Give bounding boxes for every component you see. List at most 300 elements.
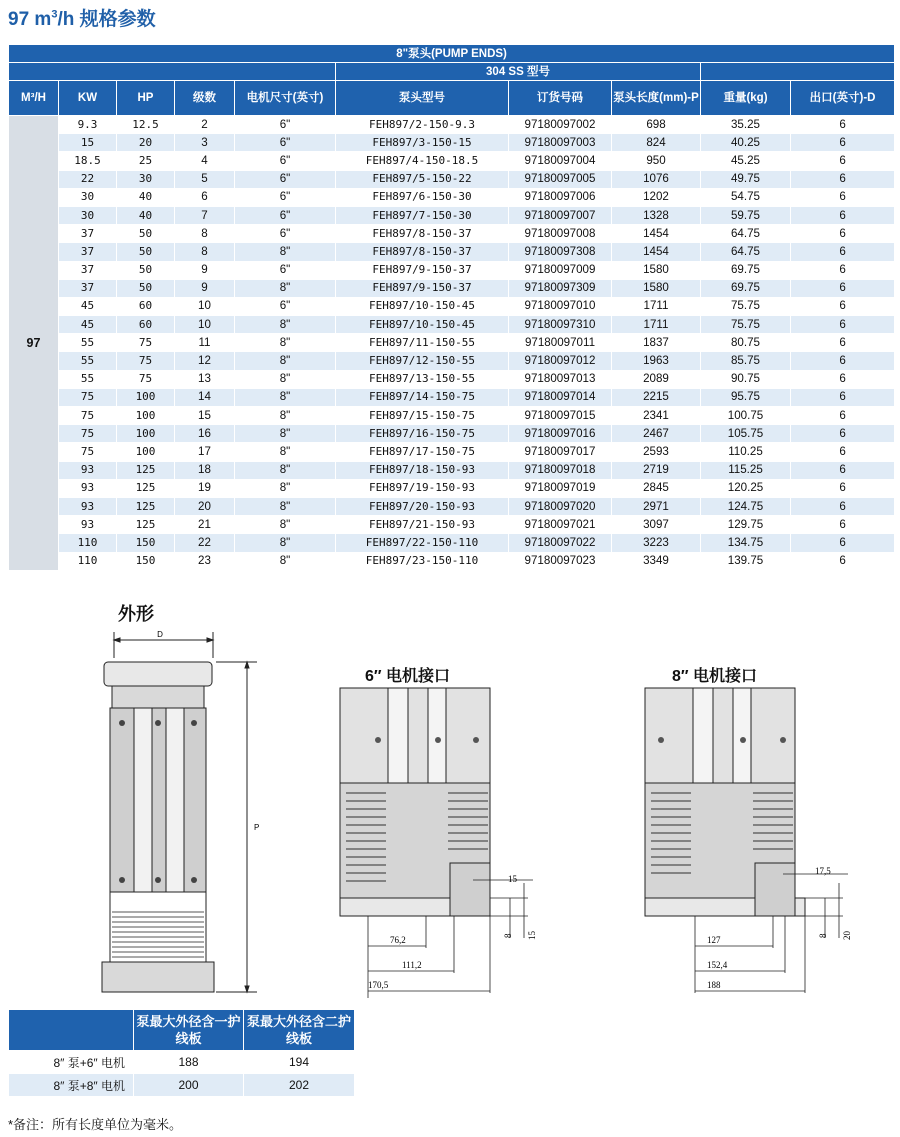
pump-model-cell: FEH897/15-150-75 — [336, 407, 509, 425]
weight-cell: 45.25 — [701, 152, 791, 170]
pump-model-cell: FEH897/12-150-55 — [336, 352, 509, 370]
pump-model-cell: FEH897/14-150-75 — [336, 388, 509, 406]
col-model: 泵头型号 — [336, 81, 509, 116]
table-row — [9, 552, 895, 570]
material-header: 304 SS 型号 — [336, 63, 701, 81]
weight-cell: 115.25 — [701, 461, 791, 479]
pump-model-cell: FEH897/20-150-93 — [336, 497, 509, 515]
length-cell: 1202 — [612, 188, 701, 206]
kw-cell: 110 — [59, 534, 117, 552]
weight-cell: 59.75 — [701, 206, 791, 224]
length-cell: 950 — [612, 152, 701, 170]
weight-cell: 85.75 — [701, 352, 791, 370]
length-cell: 1711 — [612, 297, 701, 315]
stages-cell: 7 — [175, 206, 235, 224]
pump-model-cell: FEH897/11-150-55 — [336, 334, 509, 352]
stages-cell: 11 — [175, 334, 235, 352]
weight-cell: 69.75 — [701, 279, 791, 297]
kw-cell: 37 — [59, 279, 117, 297]
col-order: 订货号码 — [509, 81, 612, 116]
weight-cell: 124.75 — [701, 497, 791, 515]
weight-cell: 35.25 — [701, 116, 791, 134]
weight-cell: 100.75 — [701, 407, 791, 425]
outlet-cell: 6 — [791, 170, 895, 188]
motor-size-cell: 6" — [235, 170, 336, 188]
hp-cell: 125 — [117, 516, 175, 534]
col-weight: 重量(kg) — [701, 81, 791, 116]
outlet-cell: 6 — [791, 461, 895, 479]
table-row — [9, 370, 895, 388]
stages-cell: 20 — [175, 497, 235, 515]
table-row — [9, 352, 895, 370]
table-row — [9, 279, 895, 297]
weight-cell: 75.75 — [701, 297, 791, 315]
col-stages: 级数 — [175, 81, 235, 116]
motor6-interface-drawing — [338, 688, 538, 998]
kw-cell: 110 — [59, 552, 117, 570]
weight-cell: 90.75 — [701, 370, 791, 388]
weight-cell: 40.25 — [701, 134, 791, 152]
motor-size-cell: 8" — [235, 407, 336, 425]
pump-outline-drawing — [92, 620, 352, 1030]
m8-dim-v1: 8 — [818, 933, 828, 938]
length-cell: 1454 — [612, 225, 701, 243]
hp-cell: 100 — [117, 443, 175, 461]
motor6-title: 6″ 电机接口 — [365, 668, 451, 685]
table-row — [9, 261, 895, 279]
stages-cell: 10 — [175, 316, 235, 334]
m8-dim-4: 188 — [707, 980, 721, 990]
hp-cell: 30 — [117, 170, 175, 188]
outline-title: 外形 — [118, 604, 154, 624]
kw-cell: 37 — [59, 243, 117, 261]
outlet-cell: 6 — [791, 188, 895, 206]
order-number-cell: 97180097003 — [509, 134, 612, 152]
weight-cell: 134.75 — [701, 534, 791, 552]
col-kw: KW — [59, 81, 117, 116]
summary-two-value: 202 — [244, 1074, 355, 1097]
table-row — [9, 225, 895, 243]
order-number-cell: 97180097007 — [509, 206, 612, 224]
table-row — [9, 316, 895, 334]
pump-model-cell: FEH897/13-150-55 — [336, 370, 509, 388]
hp-cell: 40 — [117, 188, 175, 206]
outlet-cell: 6 — [791, 497, 895, 515]
order-number-cell: 97180097018 — [509, 461, 612, 479]
outlet-cell: 6 — [791, 352, 895, 370]
pump-model-cell: FEH897/21-150-93 — [336, 516, 509, 534]
m6-dim-3: 111,2 — [402, 960, 422, 970]
summary-blank-header — [9, 1010, 134, 1051]
motor-size-cell: 8" — [235, 425, 336, 443]
col-motor: 电机尺寸(英寸) — [235, 81, 336, 116]
table-row — [9, 134, 895, 152]
outlet-cell: 6 — [791, 297, 895, 315]
length-cell: 698 — [612, 116, 701, 134]
stages-cell: 4 — [175, 152, 235, 170]
summary-one-value: 200 — [134, 1074, 244, 1097]
motor-size-cell: 8" — [235, 461, 336, 479]
pump-model-cell: FEH897/3-150-15 — [336, 134, 509, 152]
kw-cell: 75 — [59, 388, 117, 406]
kw-cell: 93 — [59, 461, 117, 479]
stages-cell: 21 — [175, 516, 235, 534]
pump-model-cell: FEH897/23-150-110 — [336, 552, 509, 570]
summary-two-value: 194 — [244, 1051, 355, 1074]
order-number-cell: 97180097023 — [509, 552, 612, 570]
kw-cell: 75 — [59, 407, 117, 425]
order-number-cell: 97180097012 — [509, 352, 612, 370]
order-number-cell: 97180097015 — [509, 407, 612, 425]
blank-header-right — [701, 63, 895, 81]
outlet-cell: 6 — [791, 134, 895, 152]
order-number-cell: 97180097308 — [509, 243, 612, 261]
kw-cell: 9.3 — [59, 116, 117, 134]
group-header: 8"泵头(PUMP ENDS) — [9, 45, 895, 63]
summary-one-value: 188 — [134, 1051, 244, 1074]
length-cell: 3097 — [612, 516, 701, 534]
pump-model-cell: FEH897/8-150-37 — [336, 243, 509, 261]
table-row — [9, 534, 895, 552]
table-row — [9, 243, 895, 261]
stages-cell: 13 — [175, 370, 235, 388]
table-row — [9, 297, 895, 315]
motor-size-cell: 6" — [235, 297, 336, 315]
length-cell: 1454 — [612, 243, 701, 261]
stages-cell: 9 — [175, 261, 235, 279]
hp-cell: 75 — [117, 370, 175, 388]
length-cell: 1580 — [612, 279, 701, 297]
stages-cell: 10 — [175, 297, 235, 315]
length-cell: 1711 — [612, 316, 701, 334]
stages-cell: 8 — [175, 243, 235, 261]
outlet-cell: 6 — [791, 243, 895, 261]
hp-cell: 125 — [117, 479, 175, 497]
summary-col-two: 泵最大外径含二护线板 — [244, 1010, 355, 1051]
outlet-cell: 6 — [791, 206, 895, 224]
stages-cell: 17 — [175, 443, 235, 461]
weight-cell: 80.75 — [701, 334, 791, 352]
hp-cell: 100 — [117, 425, 175, 443]
weight-cell: 95.75 — [701, 388, 791, 406]
m6-dim-v1: 8 — [503, 933, 513, 938]
length-cell: 2089 — [612, 370, 701, 388]
table-row — [9, 170, 895, 188]
table-row — [9, 206, 895, 224]
table-row — [9, 334, 895, 352]
motor-size-cell: 8" — [235, 479, 336, 497]
order-number-cell: 97180097016 — [509, 425, 612, 443]
pump-model-cell: FEH897/16-150-75 — [336, 425, 509, 443]
stages-cell: 5 — [175, 170, 235, 188]
stages-cell: 14 — [175, 388, 235, 406]
pump-model-cell: FEH897/9-150-37 — [336, 279, 509, 297]
kw-cell: 30 — [59, 188, 117, 206]
outlet-cell: 6 — [791, 534, 895, 552]
stages-cell: 22 — [175, 534, 235, 552]
order-number-cell: 97180097004 — [509, 152, 612, 170]
col-hp: HP — [117, 81, 175, 116]
kw-cell: 15 — [59, 134, 117, 152]
m6-dim-1: 15 — [508, 874, 517, 884]
order-number-cell: 97180097006 — [509, 188, 612, 206]
motor-size-cell: 6" — [235, 206, 336, 224]
kw-cell: 45 — [59, 316, 117, 334]
table-row — [9, 443, 895, 461]
length-cell: 3223 — [612, 534, 701, 552]
motor-size-cell: 6" — [235, 116, 336, 134]
stages-cell: 2 — [175, 116, 235, 134]
footnote: *备注：所有长度单位为毫米。 — [8, 1117, 183, 1132]
order-number-cell: 97180097005 — [509, 170, 612, 188]
hp-cell: 60 — [117, 297, 175, 315]
pump-model-cell: FEH897/8-150-37 — [336, 225, 509, 243]
outlet-cell: 6 — [791, 225, 895, 243]
table-row — [9, 188, 895, 206]
kw-cell: 93 — [59, 479, 117, 497]
hp-cell: 125 — [117, 497, 175, 515]
pump-model-cell: FEH897/17-150-75 — [336, 443, 509, 461]
stages-cell: 6 — [175, 188, 235, 206]
pump-model-cell: FEH897/9-150-37 — [336, 261, 509, 279]
hp-cell: 75 — [117, 334, 175, 352]
summary-row — [9, 1051, 355, 1074]
length-cell: 2719 — [612, 461, 701, 479]
blank-header — [9, 63, 336, 81]
pump-model-cell: FEH897/10-150-45 — [336, 316, 509, 334]
kw-cell: 93 — [59, 497, 117, 515]
summary-col-one: 泵最大外径含一护线板 — [134, 1010, 244, 1051]
hp-cell: 100 — [117, 388, 175, 406]
stages-cell: 9 — [175, 279, 235, 297]
kw-cell: 18.5 — [59, 152, 117, 170]
table-row — [9, 516, 895, 534]
kw-cell: 55 — [59, 352, 117, 370]
length-cell: 2593 — [612, 443, 701, 461]
outlet-cell: 6 — [791, 152, 895, 170]
order-number-cell: 97180097011 — [509, 334, 612, 352]
kw-cell: 75 — [59, 443, 117, 461]
kw-cell: 55 — [59, 334, 117, 352]
table-row — [9, 461, 895, 479]
hp-cell: 150 — [117, 534, 175, 552]
hp-cell: 125 — [117, 461, 175, 479]
hp-cell: 25 — [117, 152, 175, 170]
stages-cell: 23 — [175, 552, 235, 570]
order-number-cell: 97180097010 — [509, 297, 612, 315]
length-cell: 3349 — [612, 552, 701, 570]
col-length: 泵头长度(mm)-P — [612, 81, 701, 116]
motor-size-cell: 8" — [235, 497, 336, 515]
order-number-cell: 97180097017 — [509, 443, 612, 461]
spec-table — [8, 44, 895, 571]
m8-dim-2: 127 — [707, 935, 721, 945]
kw-cell: 45 — [59, 297, 117, 315]
col-outlet: 出口(英寸)-D — [791, 81, 895, 116]
motor-size-cell: 8" — [235, 334, 336, 352]
weight-cell: 105.75 — [701, 425, 791, 443]
m8-dim-1: 17,5 — [815, 866, 831, 876]
motor-size-cell: 8" — [235, 516, 336, 534]
motor-size-cell: 8" — [235, 443, 336, 461]
pump-model-cell: FEH897/22-150-110 — [336, 534, 509, 552]
kw-cell: 55 — [59, 370, 117, 388]
length-cell: 2215 — [612, 388, 701, 406]
pump-model-cell: FEH897/19-150-93 — [336, 479, 509, 497]
outlet-cell: 6 — [791, 370, 895, 388]
table-row — [9, 479, 895, 497]
outlet-cell: 6 — [791, 388, 895, 406]
hp-cell: 100 — [117, 407, 175, 425]
weight-cell: 75.75 — [701, 316, 791, 334]
stages-cell: 12 — [175, 352, 235, 370]
order-number-cell: 97180097014 — [509, 388, 612, 406]
pump-model-cell: FEH897/10-150-45 — [336, 297, 509, 315]
hp-cell: 50 — [117, 243, 175, 261]
hp-cell: 20 — [117, 134, 175, 152]
weight-cell: 54.75 — [701, 188, 791, 206]
outlet-cell: 6 — [791, 116, 895, 134]
order-number-cell: 97180097020 — [509, 497, 612, 515]
pump-model-cell: FEH897/18-150-93 — [336, 461, 509, 479]
table-row — [9, 388, 895, 406]
table-row — [9, 116, 895, 134]
page-title: 97 $m^3/h$ 规格参数 — [8, 8, 156, 30]
m6-dim-4: 170,5 — [368, 980, 389, 990]
motor8-title: 8″ 电机接口 — [672, 668, 758, 685]
length-cell: 1580 — [612, 261, 701, 279]
pump-model-cell: FEH897/2-150-9.3 — [336, 116, 509, 134]
order-number-cell: 97180097022 — [509, 534, 612, 552]
table-row — [9, 152, 895, 170]
dim-p-label: P — [254, 823, 260, 832]
outlet-cell: 6 — [791, 334, 895, 352]
motor-size-cell: 8" — [235, 370, 336, 388]
motor-size-cell: 8" — [235, 552, 336, 570]
hp-cell: 50 — [117, 279, 175, 297]
length-cell: 2971 — [612, 497, 701, 515]
outlet-cell: 6 — [791, 552, 895, 570]
motor8-interface-drawing — [643, 688, 853, 998]
table-row — [9, 497, 895, 515]
kw-cell: 37 — [59, 261, 117, 279]
stages-cell: 8 — [175, 225, 235, 243]
m8-dim-v2: 20 — [842, 931, 852, 940]
col-flow: M³/H — [9, 81, 59, 116]
motor-size-cell: 8" — [235, 279, 336, 297]
outlet-cell: 6 — [791, 443, 895, 461]
length-cell: 1837 — [612, 334, 701, 352]
outlet-cell: 6 — [791, 316, 895, 334]
order-number-cell: 97180097002 — [509, 116, 612, 134]
motor-size-cell: 6" — [235, 134, 336, 152]
outlet-cell: 6 — [791, 425, 895, 443]
order-number-cell: 97180097021 — [509, 516, 612, 534]
weight-cell: 49.75 — [701, 170, 791, 188]
hp-cell: 75 — [117, 352, 175, 370]
weight-cell: 129.75 — [701, 516, 791, 534]
pump-model-cell: FEH897/6-150-30 — [336, 188, 509, 206]
flow-rate-cell: 97 — [9, 116, 59, 571]
outlet-cell: 6 — [791, 479, 895, 497]
motor-size-cell: 6" — [235, 188, 336, 206]
weight-cell: 120.25 — [701, 479, 791, 497]
m6-dim-v2: 15 — [527, 931, 537, 940]
stages-cell: 18 — [175, 461, 235, 479]
stages-cell: 3 — [175, 134, 235, 152]
outlet-cell: 6 — [791, 279, 895, 297]
length-cell: 1963 — [612, 352, 701, 370]
table-row — [9, 407, 895, 425]
motor-size-cell: 6" — [235, 225, 336, 243]
m8-dim-3: 152,4 — [707, 960, 728, 970]
length-cell: 824 — [612, 134, 701, 152]
summary-row — [9, 1074, 355, 1097]
weight-cell: 64.75 — [701, 225, 791, 243]
kw-cell: 37 — [59, 225, 117, 243]
motor-size-cell: 8" — [235, 352, 336, 370]
stages-cell: 16 — [175, 425, 235, 443]
order-number-cell: 97180097310 — [509, 316, 612, 334]
order-number-cell: 97180097008 — [509, 225, 612, 243]
hp-cell: 40 — [117, 206, 175, 224]
order-number-cell: 97180097309 — [509, 279, 612, 297]
outlet-cell: 6 — [791, 261, 895, 279]
length-cell: 2467 — [612, 425, 701, 443]
pump-model-cell: FEH897/7-150-30 — [336, 206, 509, 224]
pump-model-cell: FEH897/4-150-18.5 — [336, 152, 509, 170]
order-number-cell: 97180097013 — [509, 370, 612, 388]
kw-cell: 22 — [59, 170, 117, 188]
m6-dim-2: 76,2 — [390, 935, 406, 945]
hp-cell: 12.5 — [117, 116, 175, 134]
weight-cell: 64.75 — [701, 243, 791, 261]
length-cell: 1076 — [612, 170, 701, 188]
stages-cell: 15 — [175, 407, 235, 425]
length-cell: 1328 — [612, 206, 701, 224]
hp-cell: 150 — [117, 552, 175, 570]
motor-size-cell: 8" — [235, 534, 336, 552]
motor-size-cell: 8" — [235, 316, 336, 334]
outlet-cell: 6 — [791, 516, 895, 534]
kw-cell: 75 — [59, 425, 117, 443]
summary-row-label: 8″ 泵+6″ 电机 — [9, 1051, 134, 1074]
summary-table — [8, 1009, 355, 1097]
length-cell: 2341 — [612, 407, 701, 425]
length-cell: 2845 — [612, 479, 701, 497]
motor-size-cell: 8" — [235, 388, 336, 406]
hp-cell: 50 — [117, 261, 175, 279]
table-row — [9, 425, 895, 443]
weight-cell: 110.25 — [701, 443, 791, 461]
summary-row-label: 8″ 泵+8″ 电机 — [9, 1074, 134, 1097]
stages-cell: 19 — [175, 479, 235, 497]
motor-size-cell: 8" — [235, 243, 336, 261]
weight-cell: 139.75 — [701, 552, 791, 570]
hp-cell: 50 — [117, 225, 175, 243]
kw-cell: 30 — [59, 206, 117, 224]
order-number-cell: 97180097009 — [509, 261, 612, 279]
pump-model-cell: FEH897/5-150-22 — [336, 170, 509, 188]
motor-size-cell: 6" — [235, 261, 336, 279]
motor-size-cell: 6" — [235, 152, 336, 170]
dim-d-label: D — [157, 630, 163, 639]
kw-cell: 93 — [59, 516, 117, 534]
outlet-cell: 6 — [791, 407, 895, 425]
order-number-cell: 97180097019 — [509, 479, 612, 497]
hp-cell: 60 — [117, 316, 175, 334]
weight-cell: 69.75 — [701, 261, 791, 279]
